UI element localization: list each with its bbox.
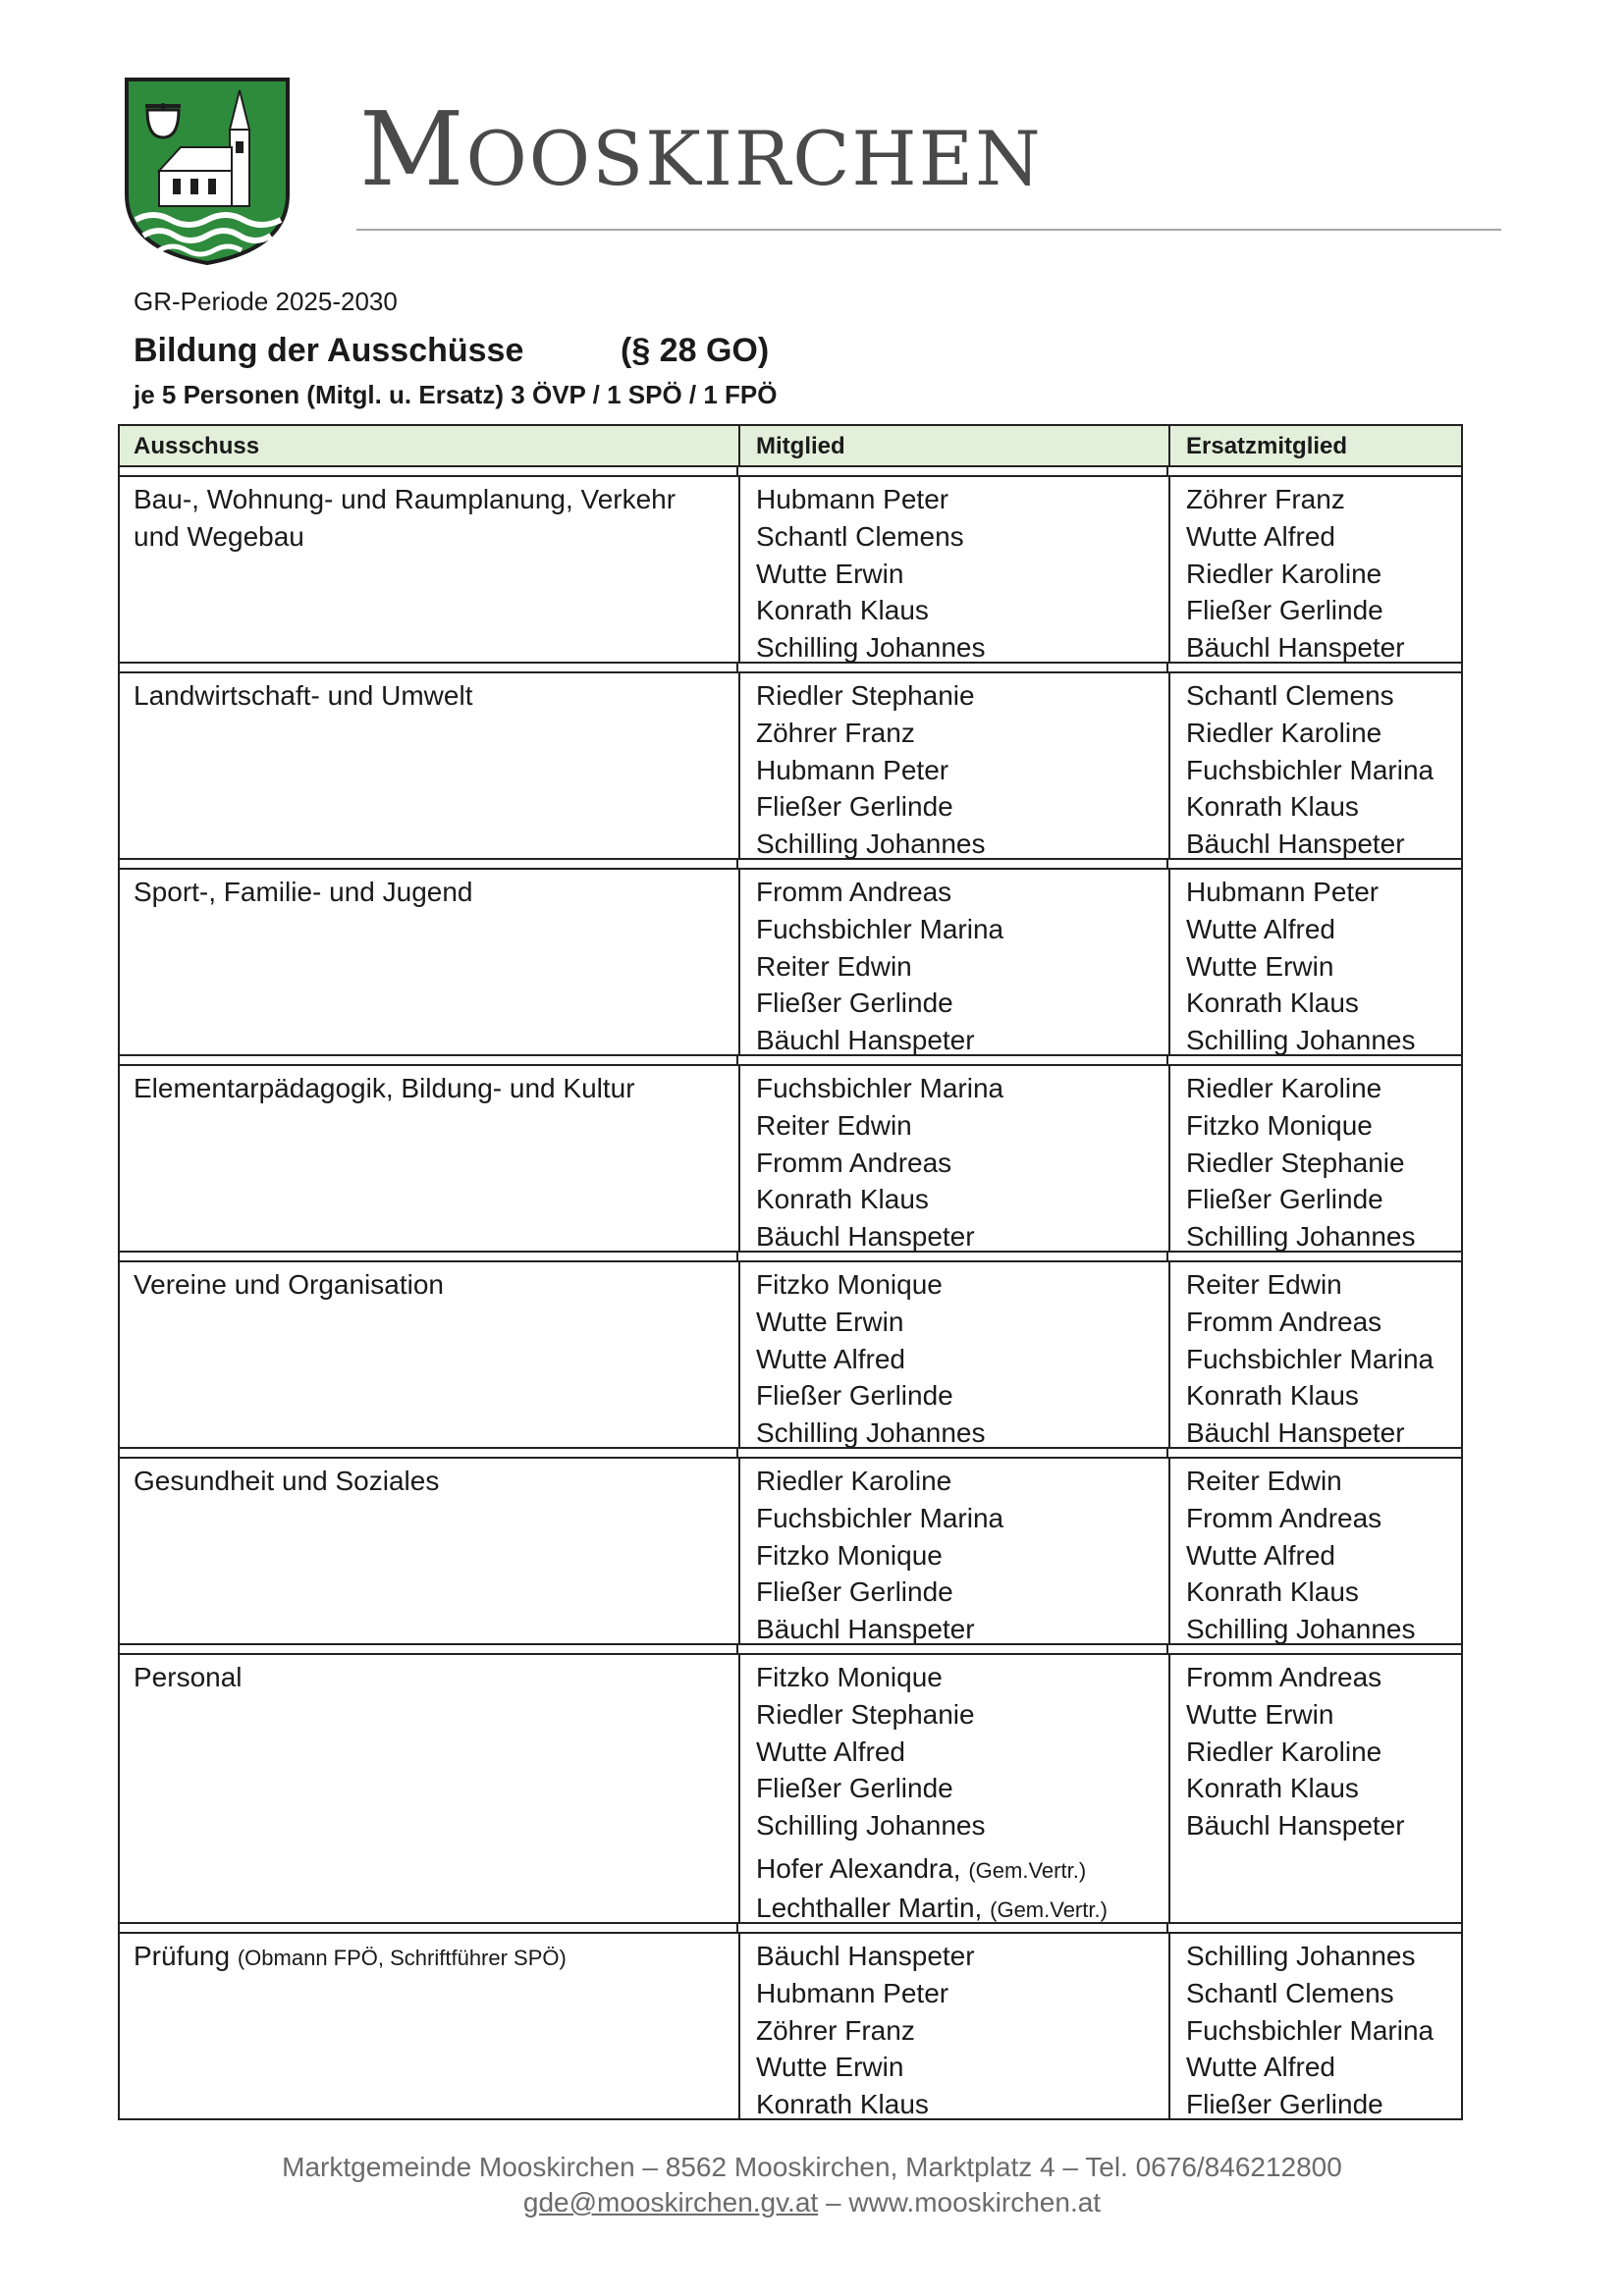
row-separator <box>118 860 1463 868</box>
column-header-member: Mitglied <box>756 433 845 459</box>
substitute-name: Fromm Andreas <box>1186 1502 1382 1533</box>
page-subtitle: je 5 Personen (Mitgl. u. Ersatz) 3 ÖVP / 1 SPÖ / 1 FPÖ <box>134 380 778 409</box>
member-name: Fließer Gerlinde <box>756 1380 953 1412</box>
member-name: Schantl Clemens <box>756 520 964 552</box>
substitute-name: Konrath Klaus <box>1186 1380 1359 1412</box>
substitute-name: Riedler Karoline <box>1186 717 1382 748</box>
member-name: Riedler Karoline <box>756 1466 952 1496</box>
column-header-substitute: Ersatzmitglied <box>1186 433 1348 459</box>
substitute-name: Fuchsbichler Marina <box>1186 754 1435 785</box>
table-row <box>118 475 1463 664</box>
substitute-name: Konrath Klaus <box>1186 791 1359 823</box>
member-name: Schilling Johannes <box>756 1810 986 1842</box>
substitute-list <box>1186 1463 1416 1648</box>
member-name: Bäuchl Hanspeter <box>756 1025 975 1056</box>
substitute-name: Wutte Erwin <box>1186 950 1334 982</box>
member-name: Fromm Andreas <box>756 877 952 907</box>
substitute-name: Fromm Andreas <box>1186 1306 1382 1337</box>
table-row <box>118 1653 1463 1924</box>
member-name: Hubmann Peter <box>756 484 949 514</box>
table-header <box>118 424 1463 467</box>
substitute-list <box>1186 1266 1434 1452</box>
row-separator <box>118 1253 1463 1260</box>
row-separator <box>118 1056 1463 1064</box>
table-row <box>118 1932 1463 2120</box>
member-name: Riedler Stephanie <box>756 1698 975 1730</box>
member-name: Fuchsbichler Marina <box>756 1073 1004 1103</box>
member-name: Hubmann Peter <box>756 1977 949 2008</box>
committee-table <box>118 424 1463 2120</box>
member-name: Konrath Klaus <box>756 595 929 626</box>
coat-of-arms-logo <box>124 77 291 267</box>
member-list <box>756 677 986 863</box>
member-name: Schilling Johannes <box>756 632 986 664</box>
substitute-name: Schilling Johannes <box>1186 1025 1416 1056</box>
member-name: Konrath Klaus <box>756 2089 929 2120</box>
substitute-name: Riedler Karoline <box>1186 558 1382 589</box>
municipality-name: MOOSKIRCHEN <box>359 89 1043 209</box>
table-row <box>118 868 1463 1056</box>
substitute-name: Fuchsbichler Marina <box>1186 1343 1435 1374</box>
substitute-name: Fromm Andreas <box>1186 1662 1382 1692</box>
substitute-name: Riedler Stephanie <box>1186 1147 1405 1178</box>
member-name: Wutte Alfred <box>756 1735 906 1767</box>
member-name: Zöhrer Franz <box>756 2014 915 2046</box>
substitute-name: Schilling Johannes <box>1186 1614 1416 1645</box>
row-separator <box>118 1924 1463 1932</box>
municipal-representative: Hofer Alexandra, (Gem.Vertr.) <box>756 1852 1087 1884</box>
member-name: Fließer Gerlinde <box>756 1773 953 1804</box>
member-name: Reiter Edwin <box>756 950 912 982</box>
substitute-name: Schantl Clemens <box>1186 1977 1394 2008</box>
committee-name: Elementarpädagogik, Bildung- und Kultur <box>134 1073 635 1103</box>
member-name: Reiter Edwin <box>756 1109 912 1141</box>
member-name: Riedler Stephanie <box>756 680 975 711</box>
footer-email-link[interactable]: gde@mooskirchen.gv.at <box>522 2187 819 2217</box>
substitute-name: Schilling Johannes <box>1186 1221 1416 1253</box>
substitute-name: Konrath Klaus <box>1186 1773 1359 1804</box>
member-name: Fitzko Monique <box>756 1662 943 1692</box>
member-name: Wutte Erwin <box>756 558 904 589</box>
member-list <box>756 874 1003 1059</box>
table-row <box>118 1260 1463 1449</box>
substitute-name: Wutte Erwin <box>1186 1698 1334 1730</box>
row-separator <box>118 1645 1463 1653</box>
member-name: Konrath Klaus <box>756 1184 929 1215</box>
substitute-name: Bäuchl Hanspeter <box>1186 828 1405 860</box>
paragraph-reference: (§ 28 GO) <box>621 332 770 369</box>
member-list <box>756 481 986 667</box>
substitute-list <box>1186 677 1434 863</box>
member-name: Wutte Erwin <box>756 1306 904 1337</box>
substitute-name: Reiter Edwin <box>1186 1466 1342 1496</box>
substitute-name: Bäuchl Hanspeter <box>1186 1810 1405 1842</box>
row-separator <box>118 467 1463 475</box>
member-name: Fließer Gerlinde <box>756 791 953 823</box>
substitute-name: Bäuchl Hanspeter <box>1186 632 1405 664</box>
substitute-list <box>1186 874 1416 1059</box>
member-name: Bäuchl Hanspeter <box>756 1614 975 1645</box>
table-row <box>118 1064 1463 1253</box>
member-name: Wutte Erwin <box>756 2052 904 2083</box>
committee-name: Personal <box>134 1662 243 1692</box>
substitute-name: Reiter Edwin <box>1186 1269 1342 1300</box>
substitute-name: Bäuchl Hanspeter <box>1186 1417 1405 1449</box>
page-title: Bildung der Ausschüsse (§ 28 GO) <box>134 332 770 369</box>
member-name: Bäuchl Hanspeter <box>756 1221 975 1253</box>
substitute-name: Wutte Alfred <box>1186 913 1336 944</box>
member-name: Bäuchl Hanspeter <box>756 1941 975 1971</box>
member-name: Schilling Johannes <box>756 1417 986 1449</box>
member-list <box>756 1463 1003 1648</box>
member-list <box>756 1070 1003 1255</box>
column-header-committee: Ausschuss <box>134 433 260 459</box>
substitute-name: Fließer Gerlinde <box>1186 1184 1383 1215</box>
member-name: Fließer Gerlinde <box>756 1576 953 1608</box>
member-list <box>756 1659 1108 1929</box>
substitute-name: Wutte Alfred <box>1186 2052 1336 2083</box>
substitute-name: Schilling Johannes <box>1186 1941 1416 1971</box>
committee-name: Bau-, Wohnung- und Raumplanung, Verkehr und Wegebau <box>134 484 677 552</box>
member-name: Fromm Andreas <box>756 1147 952 1178</box>
member-list <box>756 1266 986 1452</box>
committee-name: Vereine und Organisation <box>134 1269 444 1300</box>
substitute-name: Konrath Klaus <box>1186 988 1359 1019</box>
committee-note: (Obmann FPÖ, Schriftführer SPÖ) <box>237 1946 567 1970</box>
row-separator <box>118 1449 1463 1457</box>
footer-contact: gde@mooskirchen.gv.at – www.mooskirchen.at <box>522 2187 1102 2217</box>
member-name: Schilling Johannes <box>756 828 986 860</box>
member-name: Hubmann Peter <box>756 754 949 785</box>
table-row <box>118 671 1463 860</box>
member-list <box>756 1938 975 2123</box>
table-row <box>118 1457 1463 1645</box>
committee-name: Gesundheit und Soziales <box>134 1466 440 1496</box>
committee-name: Prüfung (Obmann FPÖ, Schriftführer SPÖ) <box>134 1941 567 1971</box>
substitute-name: Schantl Clemens <box>1186 680 1394 711</box>
substitute-list <box>1186 1938 1434 2123</box>
member-name: Fitzko Monique <box>756 1539 943 1571</box>
member-name: Fließer Gerlinde <box>756 988 953 1019</box>
substitute-name: Konrath Klaus <box>1186 1576 1359 1608</box>
substitute-name: Riedler Karoline <box>1186 1735 1382 1767</box>
header-rule <box>356 229 1501 231</box>
member-name: Zöhrer Franz <box>756 717 915 748</box>
member-name: Fitzko Monique <box>756 1269 943 1300</box>
row-separator <box>118 664 1463 671</box>
member-name: Wutte Alfred <box>756 1343 906 1374</box>
member-name: Fuchsbichler Marina <box>756 913 1004 944</box>
member-name: Fuchsbichler Marina <box>756 1502 1004 1533</box>
substitute-name: Fuchsbichler Marina <box>1186 2014 1435 2046</box>
substitute-list <box>1186 481 1405 667</box>
substitute-list <box>1186 1659 1405 1844</box>
substitute-name: Fitzko Monique <box>1186 1109 1373 1141</box>
substitute-name: Fließer Gerlinde <box>1186 595 1383 626</box>
substitute-name: Hubmann Peter <box>1186 877 1380 907</box>
substitute-list <box>1186 1070 1416 1255</box>
committee-name: Sport-, Familie- und Jugend <box>134 877 473 907</box>
substitute-name: Wutte Alfred <box>1186 1539 1336 1571</box>
substitute-name: Riedler Karoline <box>1186 1073 1382 1103</box>
period-label: GR-Periode 2025-2030 <box>134 287 398 316</box>
municipal-representative: Lechthaller Martin, (Gem.Vertr.) <box>756 1892 1108 1923</box>
footer-address: Marktgemeinde Mooskirchen – 8562 Mooskirchen, Marktplatz 4 – Tel. 0676/846212800 <box>282 2152 1342 2182</box>
committee-name: Landwirtschaft- und Umwelt <box>134 680 473 711</box>
substitute-name: Wutte Alfred <box>1186 520 1336 552</box>
substitute-name: Fließer Gerlinde <box>1186 2089 1383 2120</box>
substitute-name: Zöhrer Franz <box>1186 484 1345 514</box>
